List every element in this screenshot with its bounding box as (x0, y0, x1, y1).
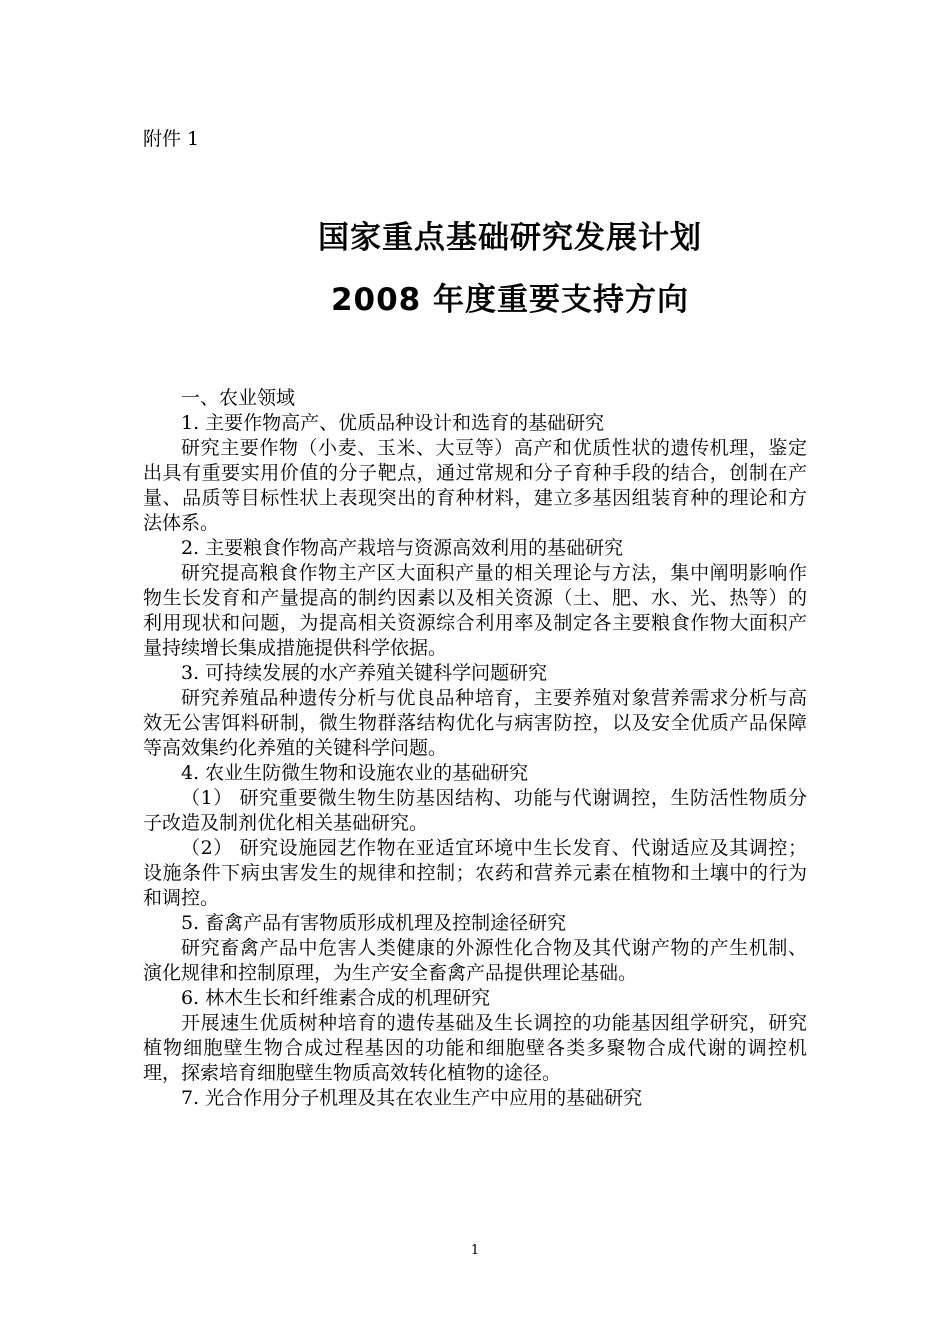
body-paragraph: （2） 研究设施园艺作物在亚适宜环境中生长发育、代谢适应及其调控；设施条件下病虫害发生的规律和控制；农药和营养元素在植物和土壤中的行为和调控。 (143, 837, 807, 909)
item-heading: 6. 林木生长和纤维素合成的机理研究 (181, 987, 491, 1009)
body-paragraph: 研究提高粮食作物主产区大面积产量的相关理论与方法，集中阐明影响作物生长发育和产量提高的制约因素以及相关资源（土、肥、水、光、热等）的利用现状和问题，为提高相关资源综合利用率及制定各主要粮食作物大面积产量持续增长集成措施提供科学依据。 (143, 562, 807, 659)
section-heading: 一、农业领域 (181, 387, 296, 409)
document-body (143, 386, 807, 1111)
body-paragraph: 开展速生优质树种培育的遗传基础及生长调控的功能基因组学研究，研究植物细胞壁生物合成过程基因的功能和细胞壁各类多聚物合成代谢的调控机理，探索培育细胞壁生物质高效转化植物的途径。 (143, 1012, 807, 1084)
item-heading: 5. 畜禽产品有害物质形成机理及控制途径研究 (181, 912, 567, 934)
item-heading: 1. 主要作物高产、优质品种设计和选育的基础研究 (181, 412, 605, 434)
page-number: 1 (470, 1243, 480, 1258)
attachment-label: 附件 1 (143, 128, 200, 150)
item-heading: 3. 可持续发展的水产养殖关键科学问题研究 (181, 662, 548, 684)
body-paragraph: 研究养殖品种遗传分析与优良品种培育，主要养殖对象营养需求分析与高效无公害饵料研制，微生物群落结构优化与病害防控，以及安全优质产品保障等高效集约化养殖的关键科学问题。 (143, 687, 807, 759)
document-title-line-1: 国家重点基础研究发展计划 (318, 220, 702, 256)
item-heading: 2. 主要粮食作物高产栽培与资源高效利用的基础研究 (181, 537, 624, 559)
body-paragraph: 研究主要作物（小麦、玉米、大豆等）高产和优质性状的遗传机理，鉴定出具有重要实用价值的分子靶点，通过常规和分子育种手段的结合，创制在产量、品质等目标性状上表现突出的育种材料，建立多基因组装育种的理论和方法体系。 (143, 437, 807, 534)
body-paragraph: 研究畜禽产品中危害人类健康的外源性化合物及其代谢产物的产生机制、演化规律和控制原理，为生产安全畜禽产品提供理论基础。 (143, 937, 807, 984)
document-title-line-2: 2008 年度重要支持方向 (330, 282, 690, 318)
body-paragraph: （1） 研究重要微生物生防基因结构、功能与代谢调控，生防活性物质分子改造及制剂优化相关基础研究。 (143, 787, 807, 834)
item-heading: 7. 光合作用分子机理及其在农业生产中应用的基础研究 (181, 1087, 643, 1109)
item-heading: 4. 农业生防微生物和设施农业的基础研究 (181, 762, 529, 784)
